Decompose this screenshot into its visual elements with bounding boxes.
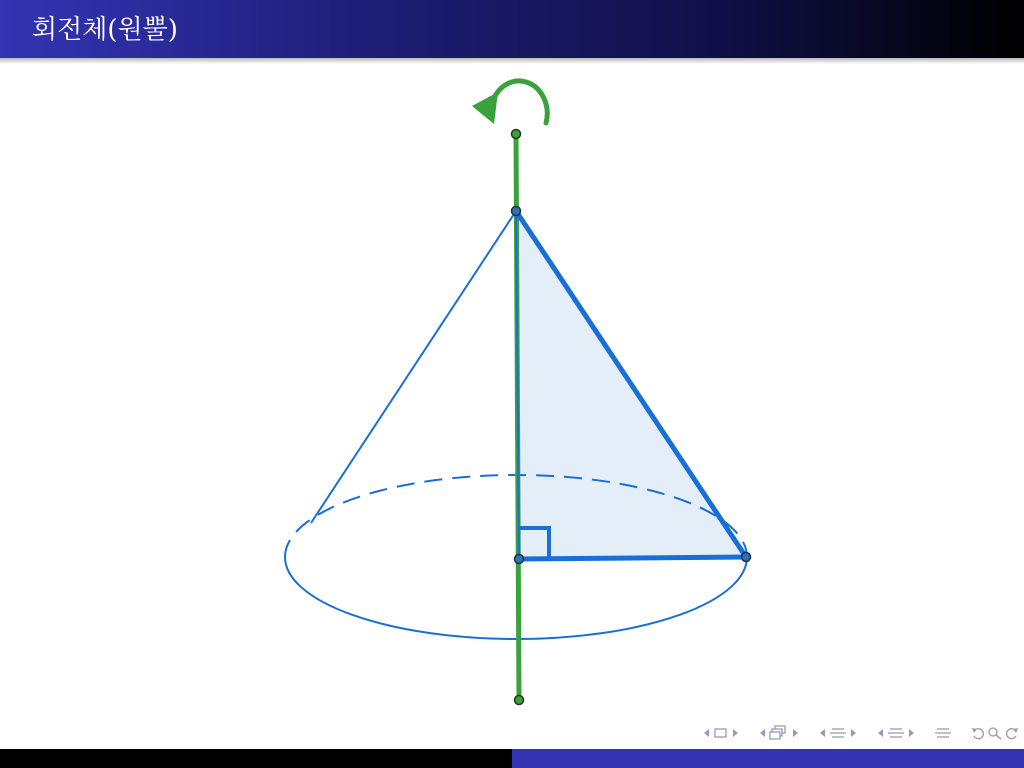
base-center-point — [515, 555, 524, 564]
frame-title: 회전체(원뿔) — [32, 15, 178, 45]
navigation-symbols — [702, 724, 1020, 742]
footer-bar-left — [0, 749, 512, 768]
nav-prev-section-icon[interactable] — [818, 726, 828, 740]
rotation-arrow-icon — [472, 81, 547, 124]
base-edge-point — [742, 553, 751, 562]
nav-forward-icon[interactable] — [1004, 726, 1020, 740]
nav-frame-icon[interactable] — [713, 726, 729, 740]
cone-apex-point — [512, 207, 521, 216]
axis-bottom-point — [515, 696, 524, 705]
axis-top-point — [512, 130, 521, 139]
nav-prev-frame-icon[interactable] — [702, 726, 712, 740]
nav-search-icon[interactable] — [987, 726, 1003, 740]
nav-prev-subsection-icon[interactable] — [758, 726, 768, 740]
nav-subsection-icon[interactable] — [769, 725, 789, 741]
nav-next-subsection-icon[interactable] — [790, 726, 800, 740]
triangle-base — [519, 557, 746, 559]
nav-section-icon[interactable] — [829, 726, 847, 740]
nav-next-frame-icon[interactable] — [730, 726, 740, 740]
nav-next-section-icon[interactable] — [848, 726, 858, 740]
nav-prev-document-icon[interactable] — [876, 726, 886, 740]
nav-back-icon[interactable] — [970, 726, 986, 740]
nav-align-icon[interactable] — [934, 726, 952, 740]
nav-document-icon[interactable] — [887, 726, 905, 740]
nav-next-document-icon[interactable] — [906, 726, 916, 740]
footer-bar-right — [512, 749, 1024, 768]
